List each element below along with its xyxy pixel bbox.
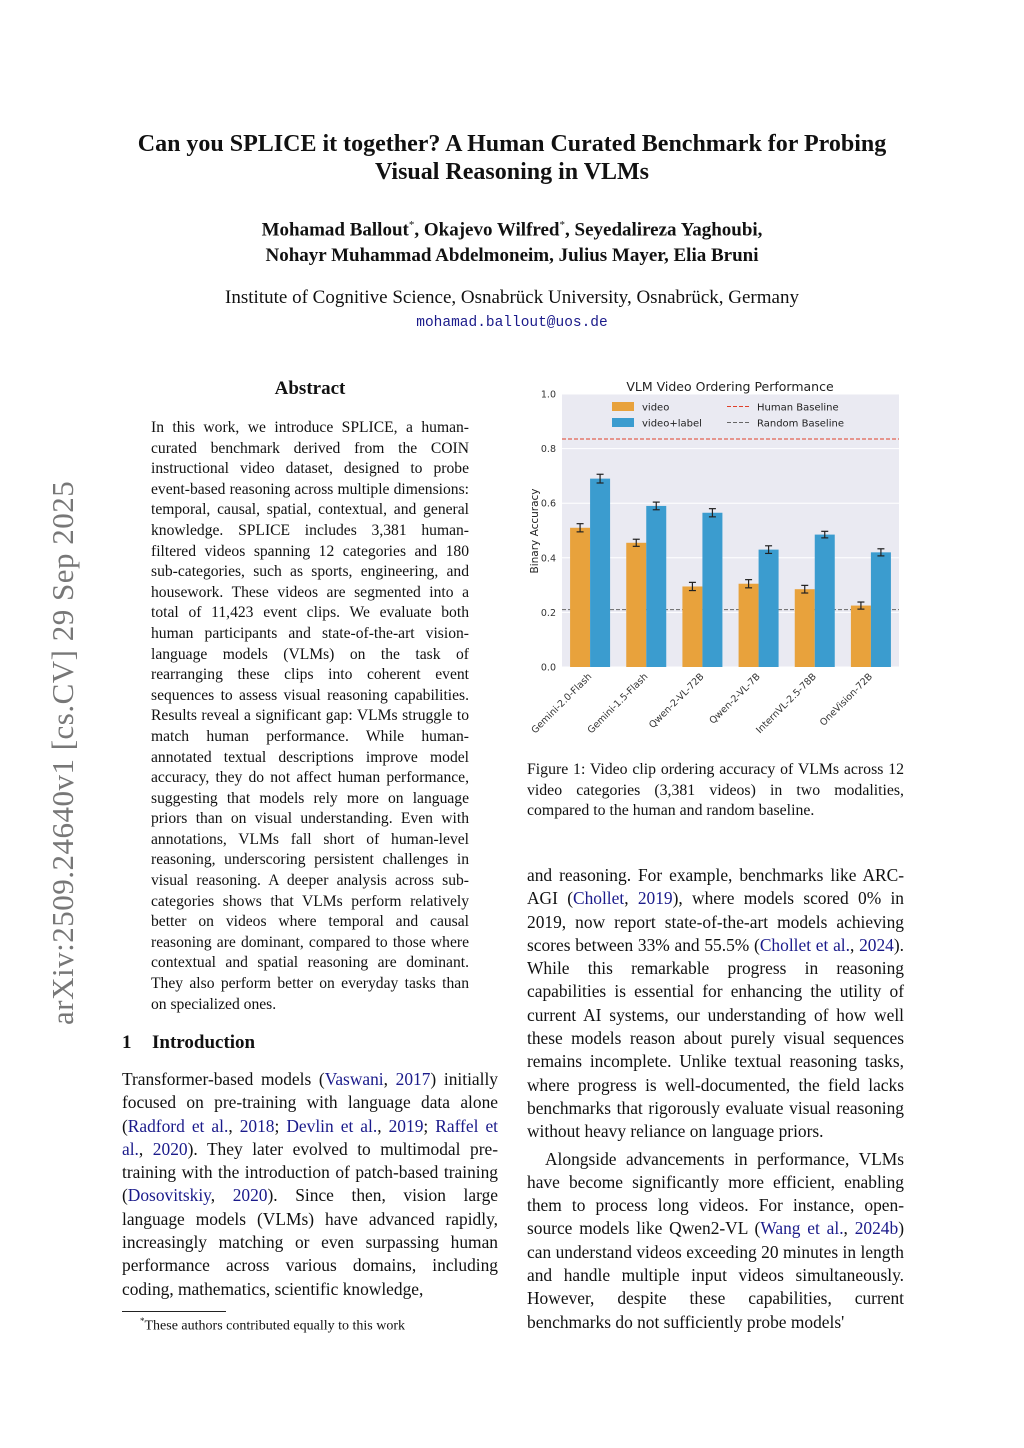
- footnote: [140, 1316, 405, 1335]
- section-title: Introduction: [152, 1032, 256, 1053]
- equal-contribution-mark: *: [559, 219, 566, 231]
- bar-video-2: [682, 586, 702, 667]
- citation-link[interactable]: 2017: [395, 1069, 431, 1089]
- citation-link[interactable]: 2018: [239, 1115, 275, 1136]
- citation-link[interactable]: 2019: [637, 888, 673, 909]
- legend-swatch: [612, 402, 634, 411]
- bar-video-1: [626, 543, 646, 667]
- author-name: Mohamad Ballout: [261, 219, 409, 241]
- legend-label: Human Baseline: [757, 402, 839, 414]
- plot-area: [562, 394, 899, 667]
- x-tick-label: InternVL-2.5-78B: [754, 671, 819, 736]
- figure-1-caption: Figure 1: Video clip ordering accuracy of VLMs across 12 video categories (3,381 videos) in two modalities, compared to the human and random baseline.: [527, 761, 904, 820]
- citation-link[interactable]: Radford et al.: [127, 1115, 229, 1136]
- x-tick-label: Qwen-2-VL-72B: [647, 671, 707, 731]
- paper-title: [100, 130, 924, 186]
- y-axis-label: Binary Accuracy: [529, 488, 541, 574]
- section-heading-introduction: [122, 1032, 255, 1054]
- legend-label: Random Baseline: [757, 418, 844, 430]
- author-name: Okajevo Wilfred: [423, 219, 560, 241]
- abstract-heading: Abstract: [274, 378, 346, 399]
- footnote-mark: *: [140, 1316, 145, 1326]
- author-name: Nohayr Muhammad Abdelmoneim: [265, 245, 550, 267]
- citation-link[interactable]: 2020: [152, 1138, 188, 1159]
- legend-label: video: [642, 402, 670, 414]
- x-tick-label: OneVision-72B: [817, 671, 876, 729]
- title-line-2: Visual Reasoning in VLMs: [374, 159, 650, 185]
- citation-link[interactable]: 2024: [859, 934, 894, 955]
- x-tick-label: Gemini-2.0-Flash: [529, 671, 595, 737]
- bar-video-3: [739, 584, 759, 667]
- x-tick-label: Gemini-1.5-Flash: [585, 671, 651, 737]
- equal-contribution-mark: *: [408, 219, 415, 231]
- bar-video-label-5: [871, 552, 891, 667]
- footnote-text: These authors contributed equally to this work: [144, 1318, 405, 1334]
- author-name: Julius Mayer: [558, 245, 664, 267]
- paragraph: Alongside advancements in performance, VLMs have become significantly more efficient, enabling them to process long videos. For instance, open-source models like Qwen2-VL (Wang et al., 2024b) can understand videos exceeding 20 minutes in length and handle multiple input videos simultaneously. However, despite these capabilities, current benchmarks do not sufficiently probe models': [527, 1148, 904, 1332]
- citation-link[interactable]: Devlin et al.: [286, 1115, 378, 1136]
- bar-video-label-2: [702, 513, 722, 667]
- citation-link[interactable]: 2020: [232, 1185, 268, 1206]
- title-line-1: Can you SPLICE it together? A Human Curated Benchmark for Probing: [137, 131, 887, 157]
- arxiv-side-label: arXiv:2509.24640v1 [cs.CV] 29 Sep 2025: [45, 480, 80, 1025]
- chart-title: VLM Video Ordering Performance: [626, 379, 834, 394]
- citation-link[interactable]: Chollet: [572, 888, 625, 909]
- legend-swatch: [612, 418, 634, 427]
- bar-video-4: [795, 589, 815, 667]
- bar-video-label-3: [759, 550, 779, 667]
- paragraph: and reasoning. For example, benchmarks like ARC-AGI (Chollet, 2019), where models scored 0% in 2019, now report state-of-the-art models achieving scores between 33% and 55.5% (Chollet et al., 2024). While this remarkable progress in reasoning capabilities is essential for enhancing the utility of current AI systems, our understanding of how well these models reason about purely visual sequences remains incomplete. Unlike textual reasoning tasks, where progress is well-documented, the field lacks benchmarks that rigorously evaluate visual reasoning without heavy reliance on language priors.: [527, 865, 904, 1142]
- citation-link[interactable]: Wang et al.: [760, 1218, 844, 1239]
- footnote-rule: [122, 1311, 226, 1312]
- contact-email[interactable]: mohamad.ballout@uos.de: [416, 315, 608, 331]
- citation-link[interactable]: Vaswani: [324, 1069, 384, 1089]
- y-tick-label: 0.2: [540, 607, 556, 619]
- bar-video-label-0: [590, 479, 610, 667]
- y-tick-label: 0.6: [540, 498, 556, 510]
- citation-link[interactable]: 2019: [388, 1115, 424, 1136]
- right-column-text: [527, 864, 904, 1338]
- bar-video-label-1: [646, 506, 666, 667]
- y-tick-label: 0.4: [540, 553, 556, 565]
- bar-video-label-4: [815, 535, 835, 667]
- introduction-paragraph: Transformer-based models (Vaswani, 2017) initially focused on pre-training with language data alone (Radford et al., 2018; Devlin et al., 2019; Raffel et al., 2020). They later evolved to multimodal pre-training with the introduction of patch-based training (Dosovitskiy, 2020). Since then, vision large language models (VLMs) have advanced rapidly, increasingly matching or even surpassing human performance across various domains, including coding, mathematics, scientific knowledge,: [122, 1069, 498, 1299]
- author-list: Mohamad Ballout*, Okajevo Wilfred*, Seyedalireza Yaghoubi, Nohayr Muhammad Abdelmoneim, Julius Mayer, Elia Bruni: [261, 219, 763, 267]
- legend-label: video+label: [642, 418, 702, 430]
- author-name: Elia Bruni: [673, 245, 759, 267]
- citation-link[interactable]: Raffel et al.: [122, 1115, 498, 1159]
- citation-link[interactable]: Dosovitskiy: [127, 1185, 211, 1206]
- affiliation: Institute of Cognitive Science, Osnabrück University, Osnabrück, Germany: [225, 287, 799, 308]
- abstract-text: In this work, we introduce SPLICE, a human-curated benchmark derived from the COIN instructional video dataset, designed to probe event-based reasoning across multiple dimensions: temporal, causal, spatial, contextual, and general knowledge. SPLICE includes 3,381 human-filtered videos spanning 12 categories and 180 sub-categories, such as sports, engineering, and housework. These videos are segmented into a total of 11,423 event clips. We evaluate both human participants and state-of-the-art vision-language models (VLMs) on the task of rearranging these clips into coherent event sequences to assess visual reasoning capabilities. Results reveal a significant gap: VLMs struggle to match human performance. While human-annotated textual descriptions improve model accuracy, they do not affect human performance, suggesting that models rely more on language priors than on visual understanding. Even with annotations, VLMs fall short of human-level reasoning, underscoring persistent challenges in visual reasoning. A deeper analysis across sub-categories shows that VLMs perform relatively better on videos where temporal and causal reasoning are dominant, compared to those where contextual and spatial reasoning are dominant. They also perform better on everyday tasks than on specialized ones.: [151, 419, 469, 1013]
- x-tick-label: Qwen-2-VL-7B: [707, 671, 763, 727]
- bar-video-5: [851, 606, 871, 667]
- citation-link[interactable]: Chollet et al.: [759, 934, 850, 955]
- section-number: 1: [122, 1032, 132, 1053]
- y-tick-label: 0.0: [540, 662, 556, 674]
- y-tick-label: 0.8: [540, 444, 556, 456]
- y-tick-label: 1.0: [540, 389, 556, 401]
- citation-link[interactable]: 2024b: [854, 1218, 899, 1239]
- author-name: Seyedalireza Yaghoubi: [574, 219, 758, 241]
- figure-1-chart: [522, 376, 907, 756]
- bar-video-0: [570, 528, 590, 667]
